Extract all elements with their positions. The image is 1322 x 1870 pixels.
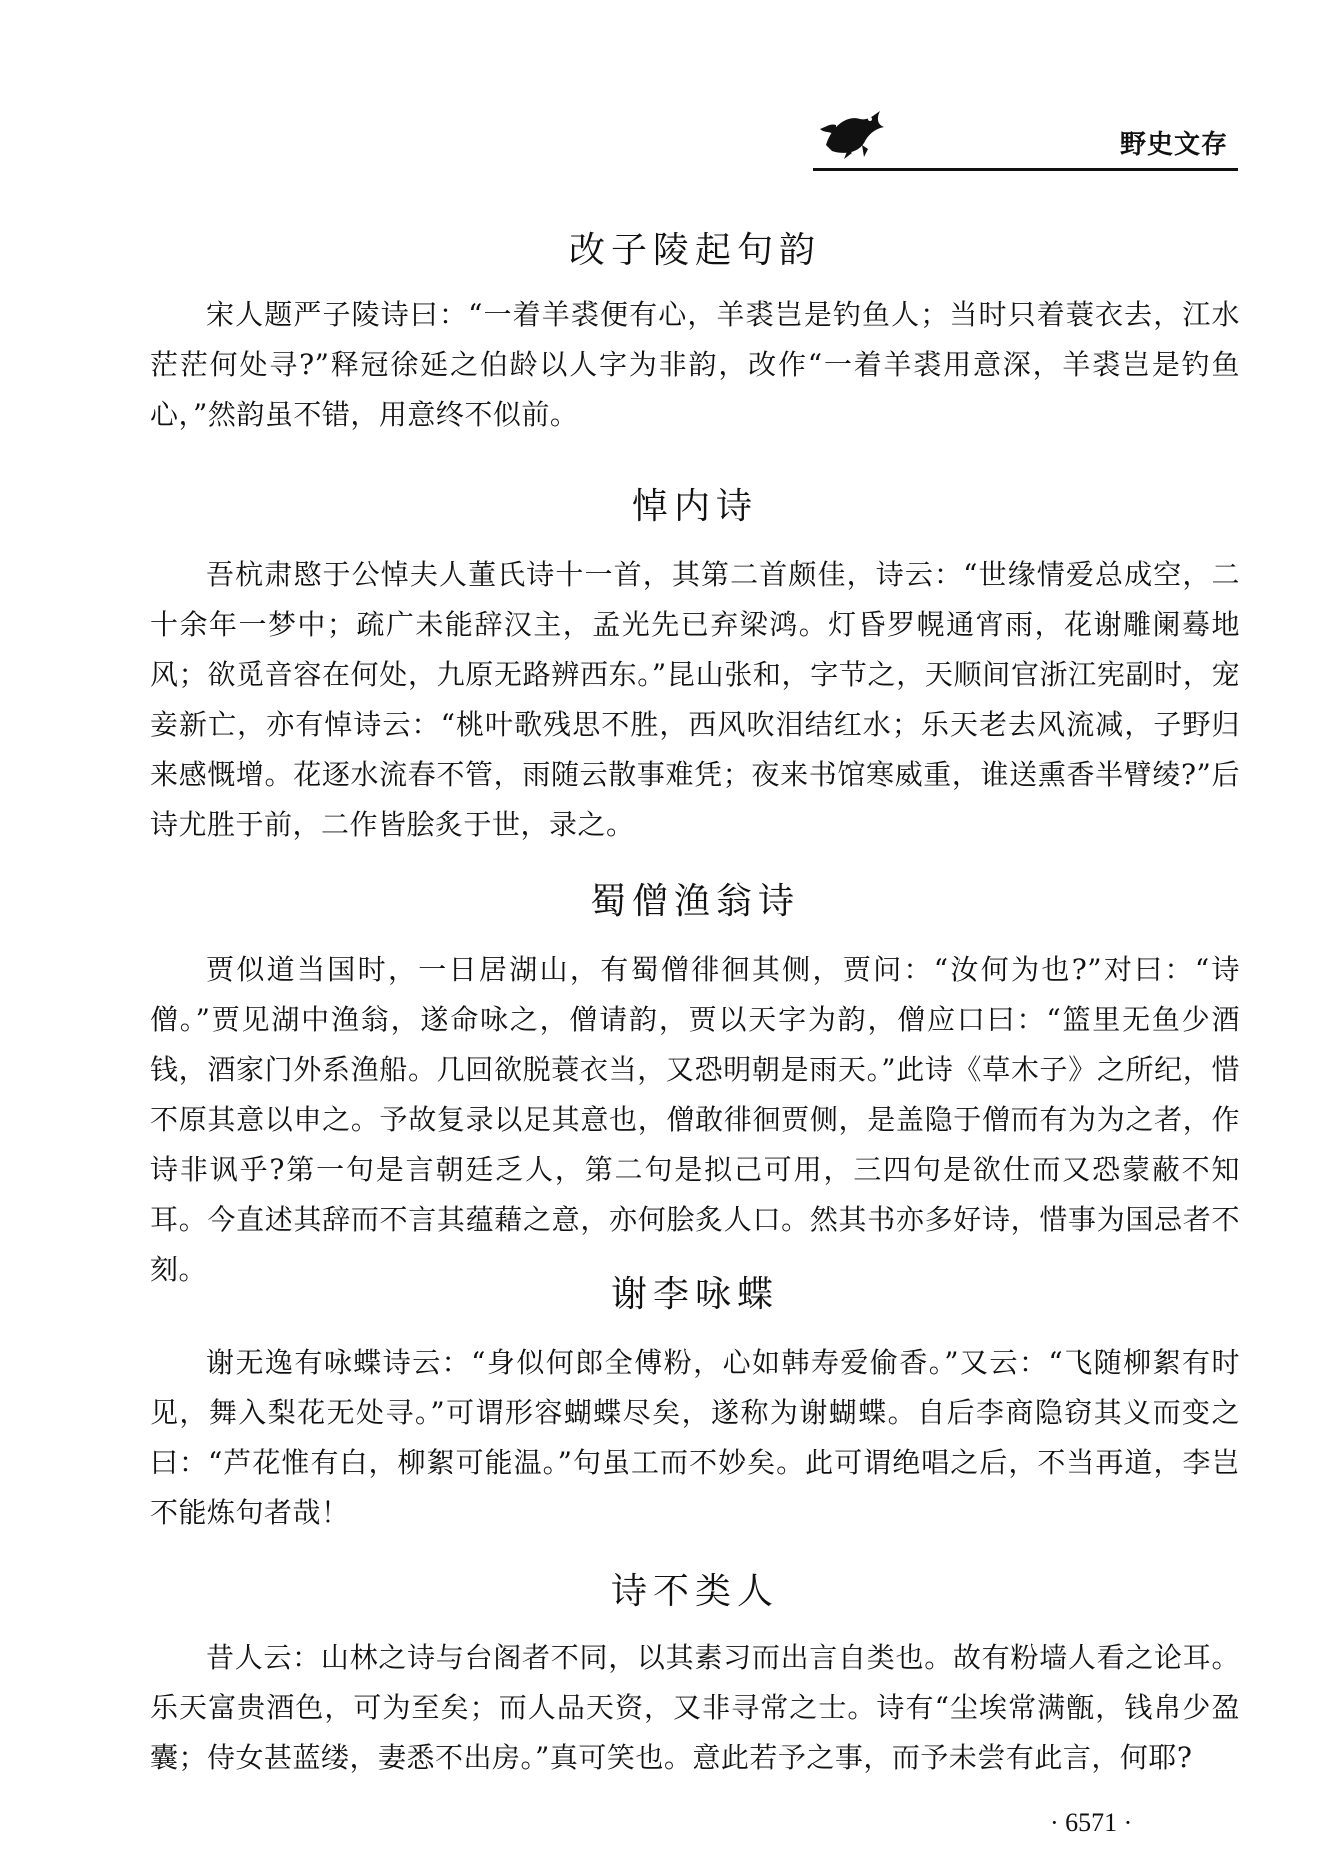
- section-paragraph: 吾杭肃愍于公悼夫人董氏诗十一首，其第二首颇佳，诗云：“世缘情爱总成空，二十余年一梦中；疏广未能辞汉主，孟光先已弃梁鸿。灯昏罗幌通宵雨，花谢雕阑蓦地风；欲觅音容在何处，九原无路辨西东。”昆山张和，字节之，天顺间官浙江宪副时，宠妾新亡，亦有悼诗云：“桃叶歌残思不胜，西风吹泪结红水；乐天老去风流减，子野归来感慨增。花逐水流春不管，雨随云散事难凭；夜来书馆寒威重，谁送熏香半臂绫?”后诗尤胜于前，二作皆脍炙于世，录之。: [150, 558, 1240, 841]
- page-number: · 6571 ·: [1050, 1808, 1133, 1837]
- section-title: 改子陵起句韵: [568, 230, 821, 271]
- section-paragraph: 贾似道当国时，一日居湖山，有蜀僧徘徊其侧，贾问：“汝何为也?”对曰：“诗僧。”贾见湖中渔翁，遂命咏之，僧请韵，贾以天字为韵，僧应口曰：“篮里无鱼少酒钱，酒家门外系渔船。几回欲脱蓑衣当，又恐明朝是雨天。”此诗《草木子》之所纪，惜不原其意以申之。予故复录以足其意也，僧敢徘徊贾侧，是盖隐于僧而有为为之者，作诗非讽乎?第一句是言朝廷乏人，第二句是拟己可用，三四句是欲仕而又恐蒙蔽不知耳。今直述其辞而不言其蕴藉之意，亦何脍炙人口。然其书亦多好诗，惜事为国忌者不刻。: [150, 953, 1240, 1286]
- section-paragraph: 宋人题严子陵诗曰：“一着羊裘便有心，羊裘岂是钓鱼人；当时只着蓑衣去，江水茫茫何处寻?”释冠徐延之伯龄以人字为非韵，改作“一着羊裘用意深，羊裘岂是钓鱼心，”然韵虽不错，用意终不似前。: [150, 298, 1240, 431]
- book-series-title: 野史文存: [1120, 130, 1229, 160]
- header-divider: [813, 168, 1238, 171]
- section-title: 诗不类人: [610, 1571, 779, 1612]
- section-title: 谢李咏蝶: [610, 1274, 779, 1315]
- dragon-emblem-icon: [818, 105, 888, 160]
- section-title: 蜀僧渔翁诗: [589, 881, 800, 922]
- section-title: 悼内诗: [631, 486, 758, 527]
- section-paragraph: 谢无逸有咏蝶诗云：“身似何郎全傅粉，心如韩寿爱偷香。”又云：“飞随柳絮有时见，舞入梨花无处寻。”可谓形容蝴蝶尽矣，遂称为谢蝴蝶。自后李商隐窃其义而变之曰：“芦花惟有白，柳絮可能温。”句虽工而不妙矣。此可谓绝唱之后，不当再道，李岂不能炼句者哉！: [150, 1346, 1240, 1529]
- section-paragraph: 昔人云：山林之诗与台阁者不同，以其素习而出言自类也。故有粉墙人看之论耳。乐天富贵酒色，可为至矣；而人品天资，又非寻常之士。诗有“尘埃常满甑，钱帛少盈囊；侍女甚蓝缕，妻悉不出房。”真可笑也。意此若予之事，而予未尝有此言，何耶?: [150, 1641, 1240, 1774]
